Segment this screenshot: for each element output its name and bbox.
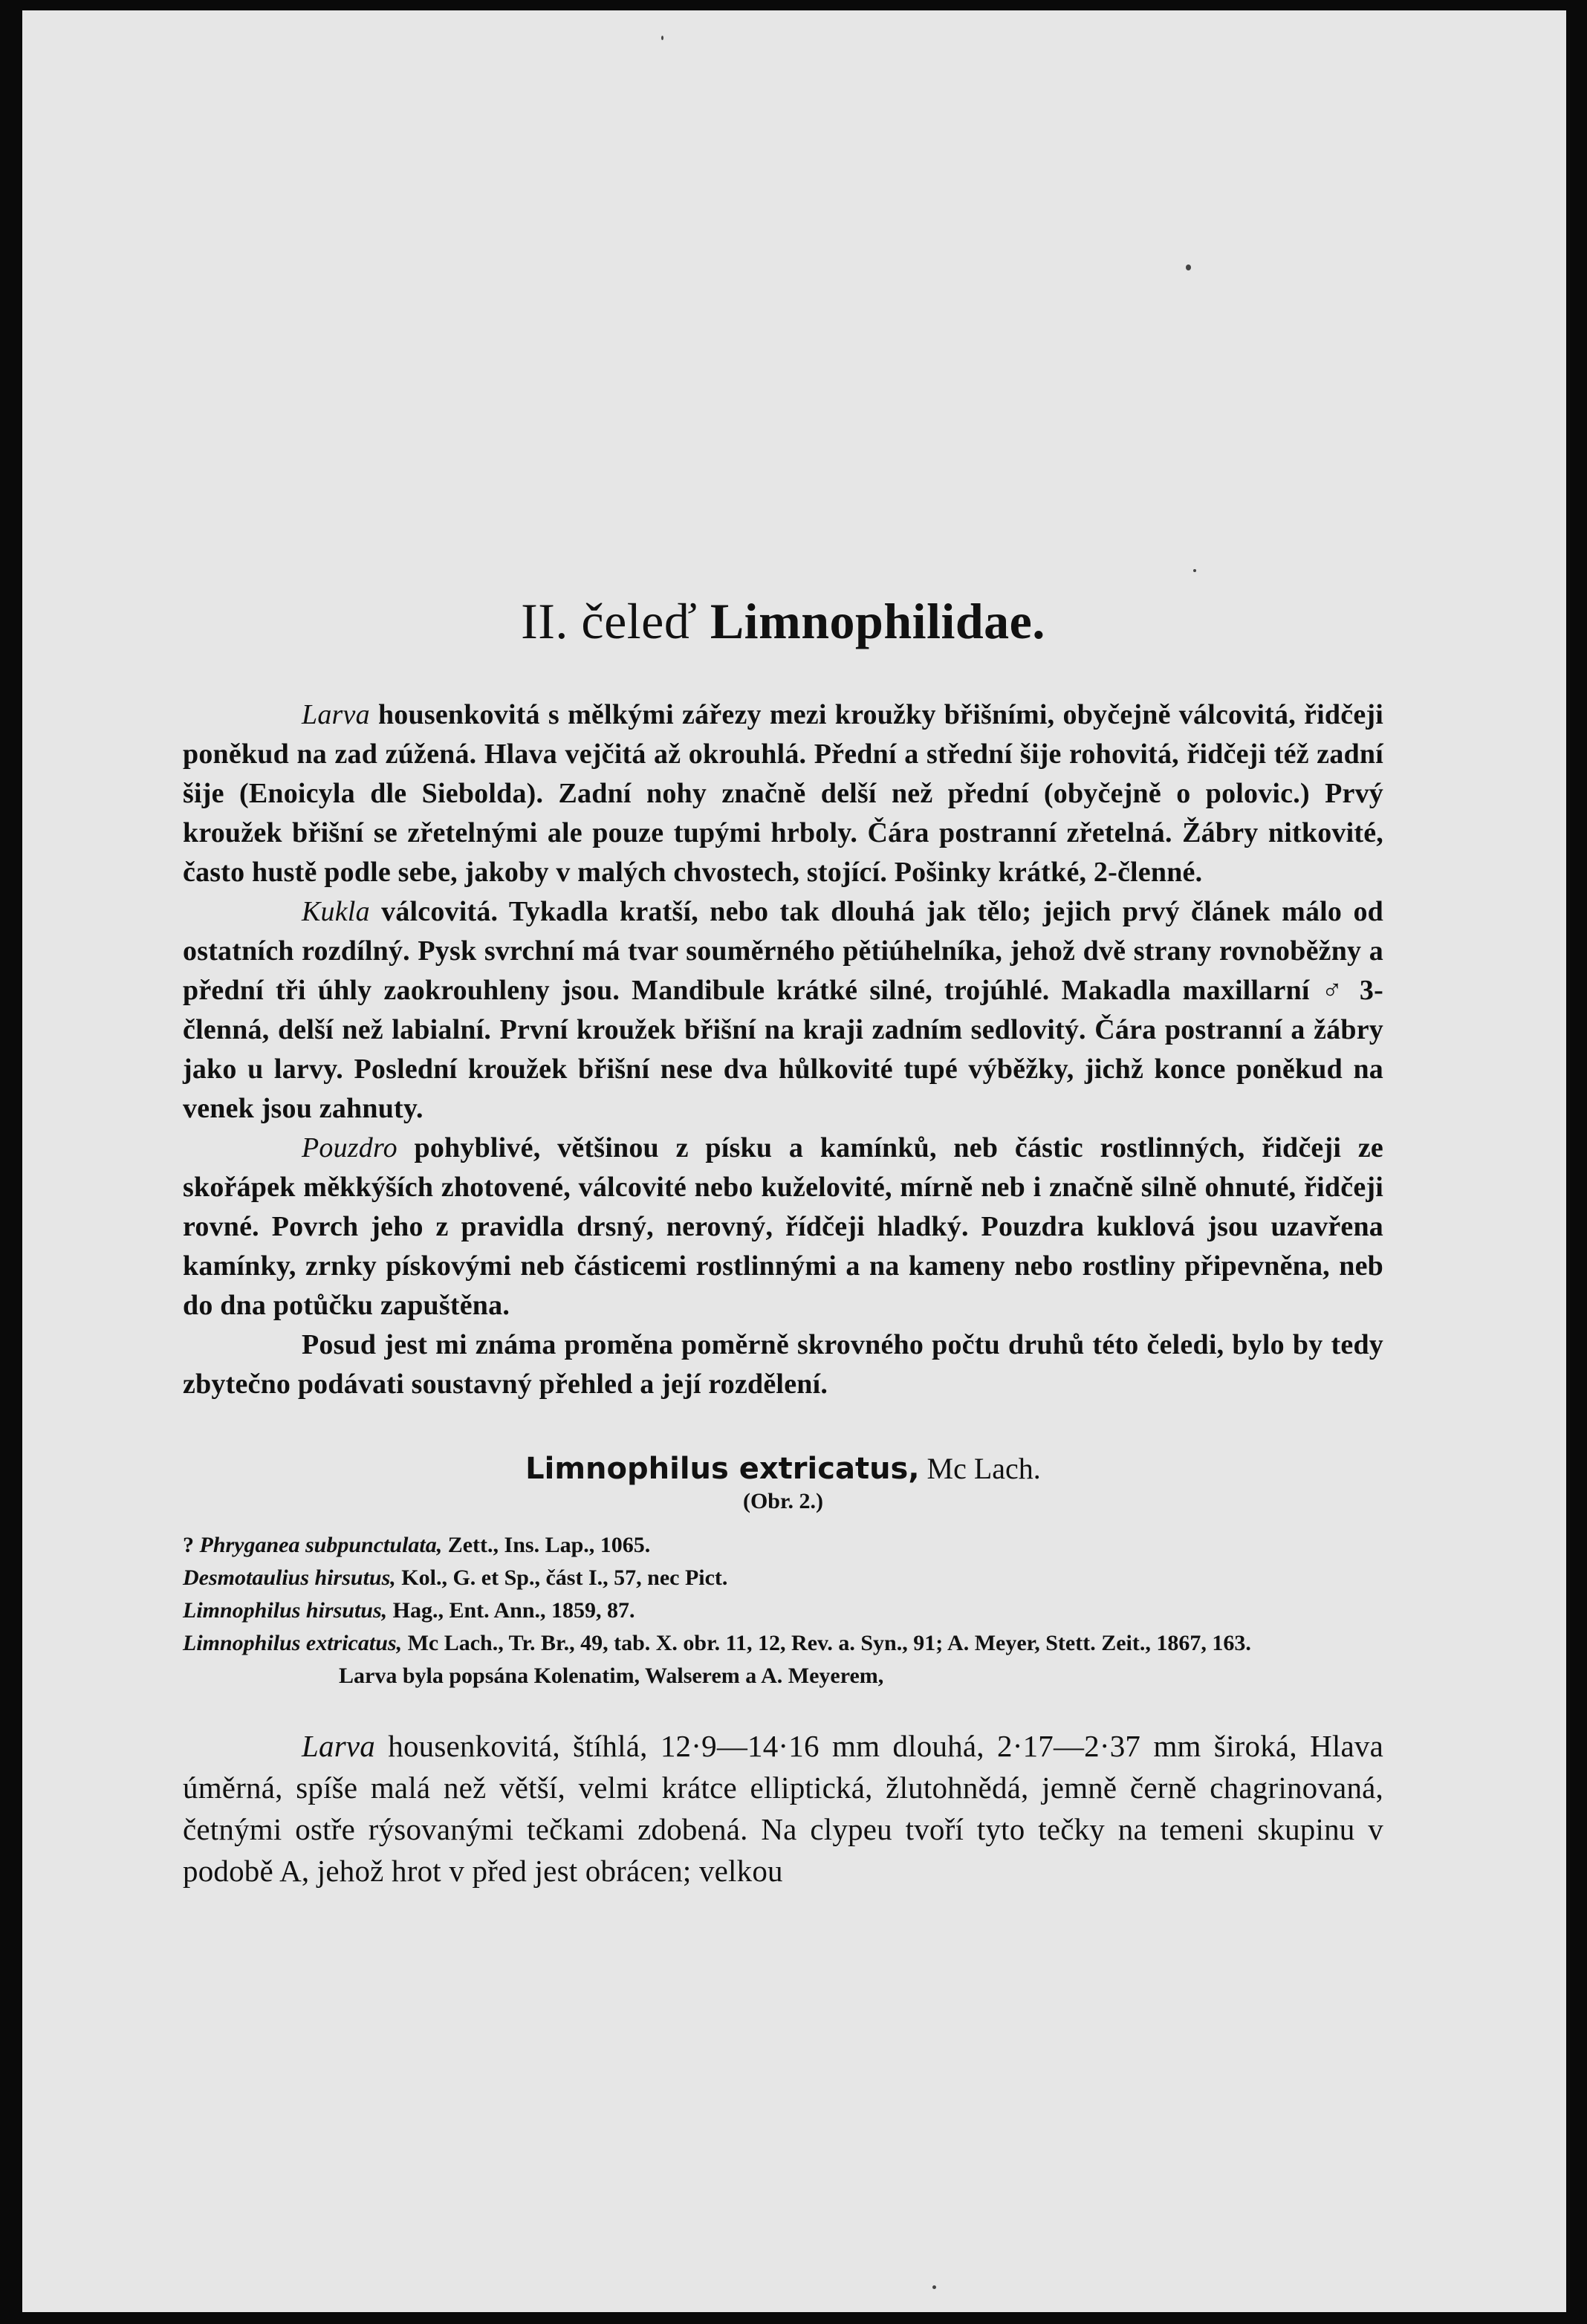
synonym-reference: Mc Lach., Tr. Br., 49, tab. X. obr. 11, 12, Rev. a. Syn., 91; A. Meyer, Stett. Zeit., 1867, 163.: [402, 1631, 1251, 1655]
species-author: Mc Lach.: [926, 1452, 1041, 1485]
book-page: [22, 10, 1566, 2312]
paper-speck: [661, 36, 663, 40]
paragraph-text: housenkovitá, štíhlá, 12·9—14·16 mm dlouhá, 2·17—2·37 mm široká, Hlava úměrná, spíše malá než větší, velmi krátce elliptická, žlutohnědá, jemně černě chagrinovaná, četnými ostře rýsovanými tečkami zdobená. Na clypeu tvoří tyto tečky na temeni skupinu v podobě A, jehož hrot v před jest obrácen; velkou: [183, 1729, 1383, 1888]
paragraph-description: [183, 1725, 1383, 1892]
page-content: [183, 590, 1383, 1892]
family-name: Limnophilidae.: [710, 593, 1045, 649]
paragraph-pouzdro: [183, 1129, 1383, 1325]
synonym-line: [183, 1529, 1383, 1562]
synonym-line: [183, 1562, 1383, 1594]
figure-reference: (Obr. 2.): [742, 1489, 824, 1513]
synonym-note: Larva byla popsána Kolenatim, Walserem a A. Meyerem,: [339, 1664, 884, 1688]
paper-speck: [1193, 569, 1196, 572]
paragraph-text: pohyblivé, většinou z písku a kamínků, neb částic rostlinných, řidčeji ze skořápek měkkýších zhotovené, válcovité nebo kuželovité, mírně neb i značně silně ohnuté, řidčeji rovné. Povrch jeho z pravidla drsný, nerovný, řídčeji hladký. Pouzdra kuklová jsou uzavřena kamínky, zrnky pískovými neb částicemi rostlinnými a na kameny nebo rostliny připevněna, neb do dna potůčku zapuštěna.: [183, 1132, 1383, 1321]
paragraph-summary: [183, 1325, 1383, 1404]
synonym-line: [183, 1594, 1383, 1627]
paragraph-text: Posud jest mi známa proměna poměrně skrovného počtu druhů této čeledi, bylo by tedy zbytečno podávati soustavný přehled a její rozdělení.: [183, 1329, 1383, 1400]
paragraph-text: housenkovitá s mělkými zářezy mezi kroužky břišními, obyčejně válcovitá, řidčeji poněkud na zad zúžená. Hlava vejčitá až okrouhlá. Přední a střední šije rohovitá, řidčeji též zadní šije (Enoicyla dle Siebolda). Zadní nohy značně delší než přední (obyčejně o polovic.) Prvý kroužek břišní se zřetelnými ale pouze tupými hrboly. Čára postranní zřetelná. Žábry nitkovité, často hustě podle sebe, jakoby v malých chvostech, stojící. Pošinky krátké, 2-členné.: [183, 699, 1383, 888]
species-name: Limnophilus extricatus,: [525, 1452, 920, 1486]
paragraph-lead: Kukla: [302, 896, 370, 927]
synonym-reference: Hag., Ent. Ann., 1859, 87.: [387, 1598, 635, 1623]
synonym-prefix: ?: [183, 1533, 200, 1557]
synonym-name: Phryganea subpunctulata,: [199, 1533, 443, 1557]
synonym-name: Limnophilus extricatus,: [183, 1631, 403, 1655]
synonym-name: Limnophilus hirsutus,: [183, 1598, 388, 1623]
synonym-line: [183, 1627, 1383, 1660]
paragraph-lead: Pouzdro: [302, 1132, 397, 1163]
paper-speck: [932, 2285, 936, 2289]
synonym-name: Desmotaulius hirsutus,: [183, 1565, 396, 1590]
paragraph-lead: Larva: [302, 1729, 375, 1763]
paragraph-larva: [183, 695, 1383, 892]
chapter-title: [183, 590, 1383, 652]
chapter-number: II.: [521, 593, 568, 649]
chapter-label: čeleď: [581, 593, 698, 649]
paragraph-kukla: [183, 892, 1383, 1129]
synonym-reference: Kol., G. et Sp., část I., 57, nec Pict.: [395, 1565, 728, 1590]
species-heading: [183, 1450, 1383, 1487]
synonym-reference: Zett., Ins. Lap., 1065.: [442, 1533, 651, 1557]
paragraph-lead: Larva: [302, 699, 370, 730]
paper-speck: [1186, 264, 1191, 270]
paragraph-text: válcovitá. Tykadla kratší, nebo tak dlouhá jak tělo; jejich prvý článek málo od ostatních rozdílný. Pysk svrchní má tvar souměrného pětiúhelníka, jehož dvě strany rovnoběžny a přední tři úhly zaokrouhleny jsou. Mandibule krátké silné, trojúhlé. Makadla maxillarní ♂ 3-členná, delší než labialní. První kroužek břišní na kraji zadním sedlovitý. Čára postranní a žábry jako u larvy. Poslední kroužek břišní nese dva hůlkovité tupé výběžky, jichž konce poněkud na venek jsou zahnuty.: [183, 896, 1383, 1124]
